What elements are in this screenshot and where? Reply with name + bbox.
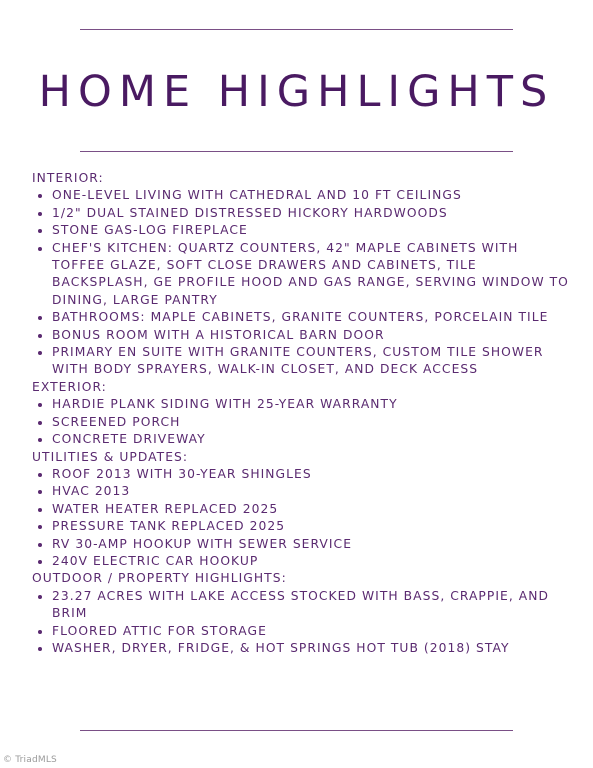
- section-list: [32, 588, 572, 658]
- section-utilities: [32, 449, 572, 571]
- copyright-watermark: © TriadMLS: [3, 755, 57, 765]
- list-item: BONUS ROOM WITH A HISTORICAL BARN DOOR: [32, 327, 572, 344]
- section-list: [32, 396, 572, 448]
- list-item: HARDIE PLANK SIDING WITH 25-YEAR WARRANTY: [32, 396, 572, 413]
- list-item: 1/2" DUAL STAINED DISTRESSED HICKORY HARDWOODS: [32, 205, 572, 222]
- section-heading: UTILITIES & UPDATES:: [32, 449, 189, 464]
- list-item: WATER HEATER REPLACED 2025: [32, 501, 572, 518]
- list-item: WASHER, DRYER, FRIDGE, & HOT SPRINGS HOT TUB (2018) STAY: [32, 640, 572, 657]
- section-list: [32, 466, 572, 570]
- list-item: FLOORED ATTIC FOR STORAGE: [32, 623, 572, 640]
- section-interior: [32, 170, 572, 379]
- top-divider: [80, 29, 513, 30]
- section-list: [32, 187, 572, 378]
- list-item: RV 30-AMP HOOKUP WITH SEWER SERVICE: [32, 536, 572, 553]
- section-heading: INTERIOR:: [32, 171, 104, 185]
- list-item: CONCRETE DRIVEWAY: [32, 431, 572, 448]
- list-item: 240V ELECTRIC CAR HOOKUP: [32, 553, 572, 570]
- list-item: CHEF'S KITCHEN: QUARTZ COUNTERS, 42" MAPLE CABINETS WITH TOFFEE GLAZE, SOFT CLOSE DRAWERS AND CABINETS, TILE BACKSPLASH, GE PROFILE HOOD AND GAS RANGE, SERVING WINDOW TO DINING, LARGE PANTRY: [32, 240, 572, 310]
- list-item: PRESSURE TANK REPLACED 2025: [32, 518, 572, 535]
- section-heading: EXTERIOR:: [32, 379, 107, 394]
- section-outdoor: [32, 570, 572, 657]
- list-item: ROOF 2013 WITH 30-YEAR SHINGLES: [32, 466, 572, 483]
- list-item: PRIMARY EN SUITE WITH GRANITE COUNTERS, CUSTOM TILE SHOWER WITH BODY SPRAYERS, WALK-IN CLOSET, AND DECK ACCESS: [32, 344, 572, 379]
- bottom-divider: [80, 730, 513, 731]
- list-item: ONE-LEVEL LIVING WITH CATHEDRAL AND 10 FT CEILINGS: [32, 187, 572, 204]
- list-item: SCREENED PORCH: [32, 414, 572, 431]
- list-item: BATHROOMS: MAPLE CABINETS, GRANITE COUNTERS, PORCELAIN TILE: [32, 309, 572, 326]
- title-divider: [80, 151, 513, 152]
- section-heading: OUTDOOR / PROPERTY HIGHLIGHTS:: [32, 571, 287, 586]
- list-item: STONE GAS-LOG FIREPLACE: [32, 222, 572, 239]
- page-title: HOME HIGHLIGHTS: [38, 67, 555, 117]
- list-item: HVAC 2013: [32, 483, 572, 500]
- list-item: 23.27 ACRES WITH LAKE ACCESS STOCKED WITH BASS, CRAPPIE, AND BRIM: [32, 588, 572, 623]
- highlights-content: [32, 170, 572, 657]
- section-exterior: [32, 379, 572, 449]
